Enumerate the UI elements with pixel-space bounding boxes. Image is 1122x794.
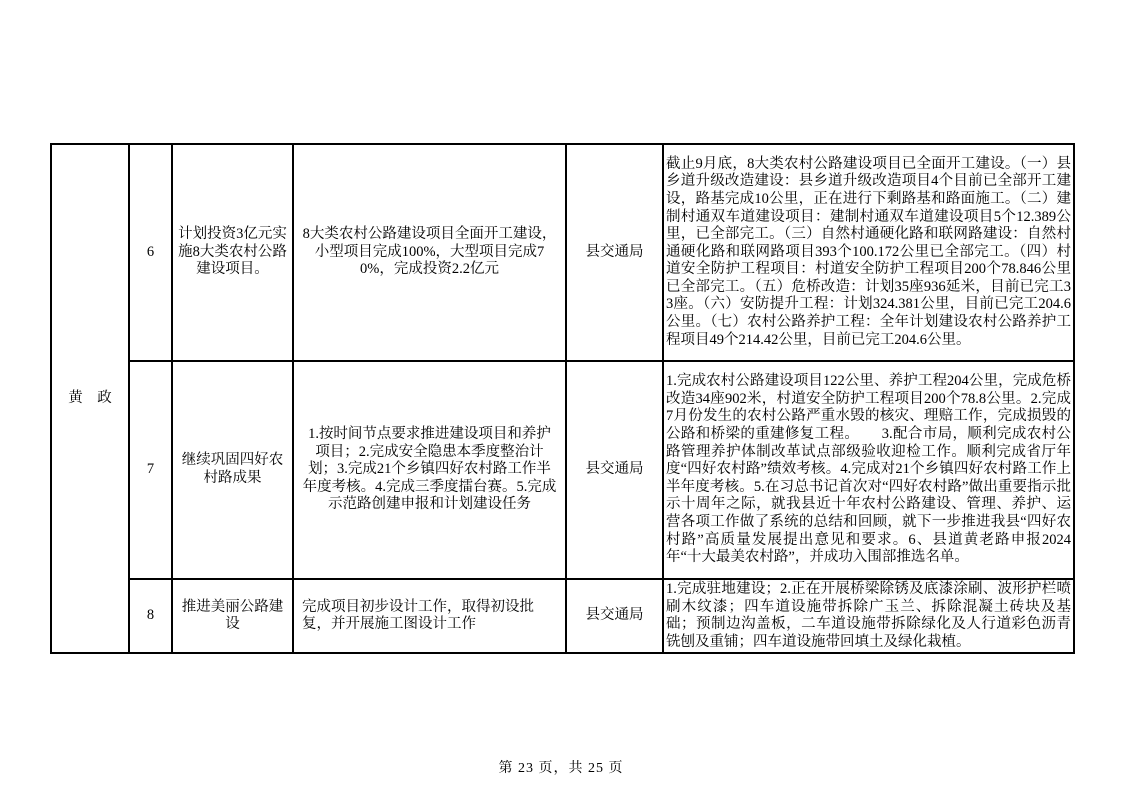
table-row	[51, 579, 1074, 653]
status-cell: 截止9月底，8大类农村公路建设项目已全面开工建设。（一）县乡道升级改造建设：县乡道升级改造项目4个目前已全部开工建设，路基完成10公里，正在进行下剩路基和路面施工。（二）建制村通双车道建设项目：建制村通双车道建设项目5个12.389公里，已全部完工。（三）自然村通硬化路和联网路建设：自然村通硬化路和联网路项目393个100.172公里已全部完工。（四）村道安全防护工程项目：村道安全防护工程项目200个78.846公里已全部完工。（五）危桥改造：计划35座936延米，目前已完工33座。（六）安防提升工程：计划324.381公里，目前已完工204.6公里。（七）农村公路养护工程：全年计划建设农村公路养护工程项目49个214.42公里，目前已完工204.6公里。	[663, 144, 1074, 361]
unit-cell: 县交通局	[566, 579, 663, 653]
status-cell: 1.完成驻地建设；2.正在开展桥梁除锈及底漆涂刷、波形护栏喷刷木纹漆；四车道设施带拆除广玉兰、拆除混凝土砖块及基础；预制边沟盖板，二车道设施带拆除绿化及人行道彩色沥青铣刨及重铺；四车道设施带回填土及绿化栽植。	[663, 579, 1074, 653]
unit-cell: 县交通局	[566, 144, 663, 361]
row-number-cell: 7	[129, 361, 172, 579]
task-cell: 推进美丽公路建设	[172, 579, 293, 653]
report-table	[50, 143, 1075, 654]
task-cell: 计划投资3亿元实施8大类农村公路建设项目。	[172, 144, 293, 361]
owner-name-cell: 黄 政	[51, 144, 129, 653]
table-row	[51, 361, 1074, 579]
row-number-cell: 8	[129, 579, 172, 653]
measures-cell: 1.按时间节点要求推进建设项目和养护项目；2.完成安全隐患本季度整治计划；3.完成21个乡镇四好农村路工作半年度考核。4.完成三季度擂台赛。5.完成示范路创建申报和计划建设任务	[293, 361, 566, 579]
row-number-cell: 6	[129, 144, 172, 361]
measures-cell: 8大类农村公路建设项目全面开工建设，小型项目完成100%，大型项目完成70%，完成投资2.2亿元	[293, 144, 566, 361]
measures-cell: 完成项目初步设计工作，取得初设批复，并开展施工图设计工作	[293, 579, 566, 653]
table-row	[51, 144, 1074, 361]
status-cell: 1.完成农村公路建设项目122公里、养护工程204公里，完成危桥改造34座902米，村道安全防护工程项目200个78.8公里。2.完成7月份发生的农村公路严重水毁的核灾、理赔工作，完成损毁的公路和桥梁的重建修复工程。 3.配合市局，顺利完成农村公路管理养护体制改革试点部级验收迎检工作。顺利完成省厅年度“四好农村路”绩效考核。4.完成对21个乡镇四好农村路工作上半年度考核。5.在习总书记首次对“四好农村路”做出重要指示批示十周年之际，就我县近十年农村公路建设、管理、养护、运营各项工作做了系统的总结和回顾，就下一步推进我县“四好农村路”高质量发展提出意见和要求。6、县道黄老路申报2024年“十大最美农村路”，并成功入围部推选名单。	[663, 361, 1074, 579]
unit-cell: 县交通局	[566, 361, 663, 579]
page-footer: 第 23 页，共 25 页	[498, 761, 624, 776]
task-cell: 继续巩固四好农村路成果	[172, 361, 293, 579]
